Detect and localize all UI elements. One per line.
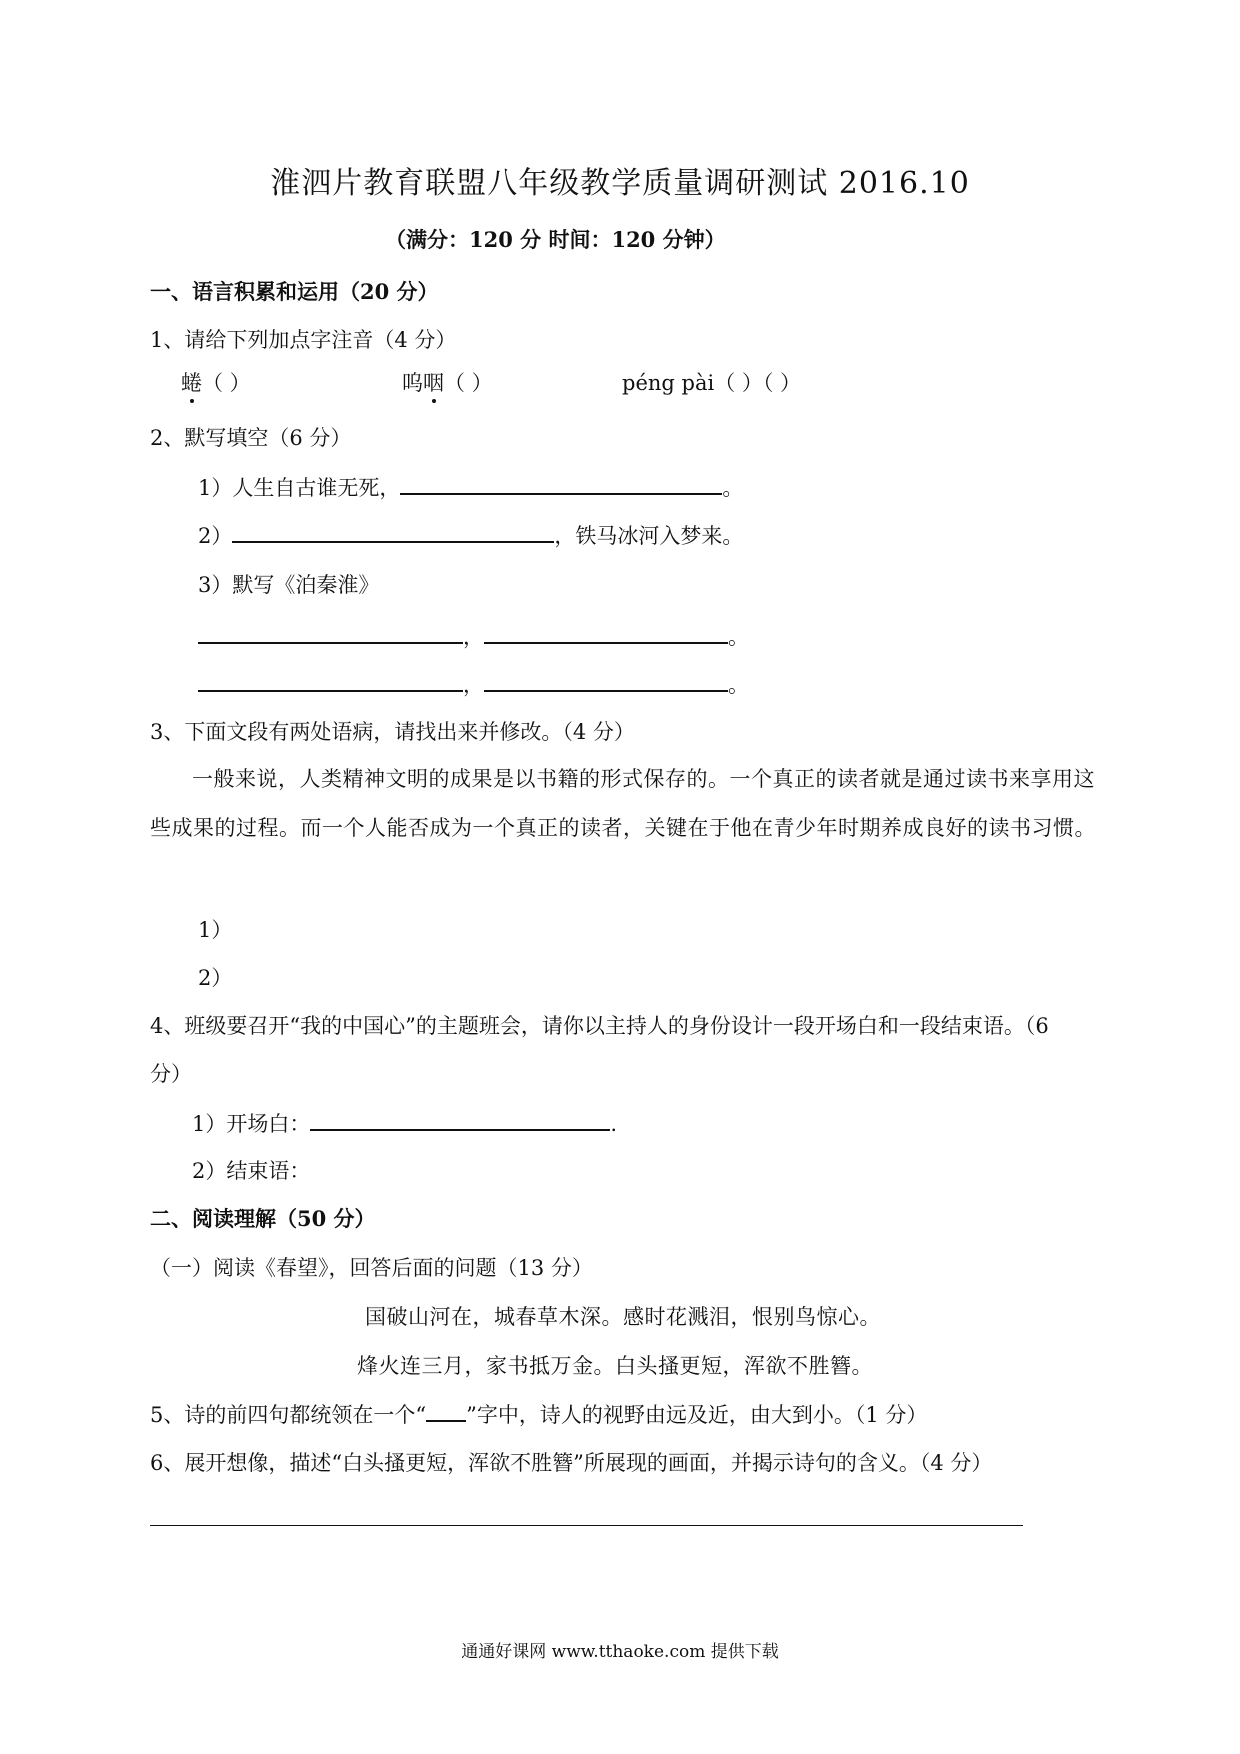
question-5-prefix: 5、诗的前四句都统领在一个“ [150, 1403, 427, 1428]
q3-answer-2: 2） [198, 966, 233, 990]
q4-opening-end: . [610, 1112, 618, 1137]
answer-blank[interactable] [426, 1398, 466, 1422]
q2-line-2-suffix: ，铁马冰河入梦来。 [554, 524, 744, 549]
question-5-suffix: ”字中，诗人的视野由远及近，由大到小。（1 分） [466, 1403, 928, 1428]
question-1: 1、请给下列加点字注音（4 分） [150, 328, 457, 352]
reading-part-1: （一）阅读《春望》，回答后面的问题（13 分） [150, 1256, 593, 1280]
punct-comma: ， [463, 625, 484, 650]
poem-line-2: 烽火连三月，家书抵万金。白头搔更短，浑欲不胜簪。 [357, 1354, 873, 1378]
q1-word-1 [181, 367, 251, 397]
answer-line[interactable] [150, 1525, 1023, 1526]
question-4: 4、班级要召开“我的中国心”的主题班会，请你以主持人的身份设计一段开场白和一段结束语。（6 [150, 1014, 1049, 1038]
question-4-cont: 分） [150, 1062, 192, 1086]
answer-blank[interactable] [198, 620, 463, 644]
q2-line-1-suffix: 。 [722, 476, 744, 501]
answer-blank[interactable] [198, 668, 463, 692]
poem-line-1: 国破山河在，城春草木深。感时花溅泪，恨别鸟惊心。 [365, 1305, 881, 1329]
answer-blank[interactable] [310, 1107, 610, 1131]
poem-blank-row-2 [198, 668, 749, 699]
q2-line-1 [198, 471, 743, 502]
q1-answer-paren-1: （ ） [202, 371, 251, 395]
punct-period: 。 [728, 673, 749, 698]
q1-plain-char: 呜 [402, 371, 423, 395]
q1-answer-paren-2: （ ） [444, 371, 493, 395]
q4-closing: 2）结束语： [192, 1159, 311, 1183]
page-title: 淮泗片教育联盟八年级教学质量调研测试 2016.10 [270, 166, 970, 201]
answer-blank[interactable] [400, 471, 722, 495]
section-heading-2: 二、阅读理解（50 分） [150, 1206, 376, 1231]
answer-blank[interactable] [484, 668, 728, 692]
q1-dotted-char-2: 咽 [423, 371, 444, 395]
q2-line-2 [198, 519, 743, 550]
q3-passage: 一般来说，人类精神文明的成果是以书籍的形式保存的。一个真正的读者就是通过读书来享用这些成果的过程。而一个人能否成为一个真正的读者，关键在于他在青少年时期养成良好的读书习惯。 [150, 767, 1096, 840]
poem-blank-row-1 [198, 620, 749, 651]
q1-word-3: péng pài（ ）（ ） [622, 371, 802, 395]
q1-dotted-char-1: 蜷 [181, 371, 202, 395]
section-heading-1: 一、语言积累和运用（20 分） [150, 279, 439, 304]
q1-word-2 [402, 367, 493, 397]
q2-line-1-prefix: 1）人生自古谁无死， [198, 476, 401, 501]
question-2: 2、默写填空（6 分） [150, 426, 352, 450]
q2-line-2-prefix: 2） [198, 524, 233, 549]
q2-line-3: 3）默写《泊秦淮》 [198, 573, 380, 597]
question-6: 6、展开想像，描述“白头搔更短，浑欲不胜簪”所展现的画面，并揭示诗句的含义。（4 分） [150, 1451, 993, 1475]
q4-opening [192, 1107, 617, 1138]
question-5 [150, 1398, 927, 1429]
q4-opening-label: 1）开场白： [192, 1112, 311, 1137]
punct-comma: ， [463, 673, 484, 698]
question-3: 3、下面文段有两处语病，请找出来并修改。（4 分） [150, 720, 635, 744]
answer-blank[interactable] [232, 519, 554, 543]
punct-period: 。 [728, 625, 749, 650]
answer-blank[interactable] [484, 620, 728, 644]
q3-answer-1: 1） [198, 918, 233, 942]
score-time-subtitle: （满分：120 分 时间：120 分钟） [385, 227, 726, 252]
footer-credit: 通通好课网 www.tthaoke.com 提供下载 [461, 1642, 779, 1662]
